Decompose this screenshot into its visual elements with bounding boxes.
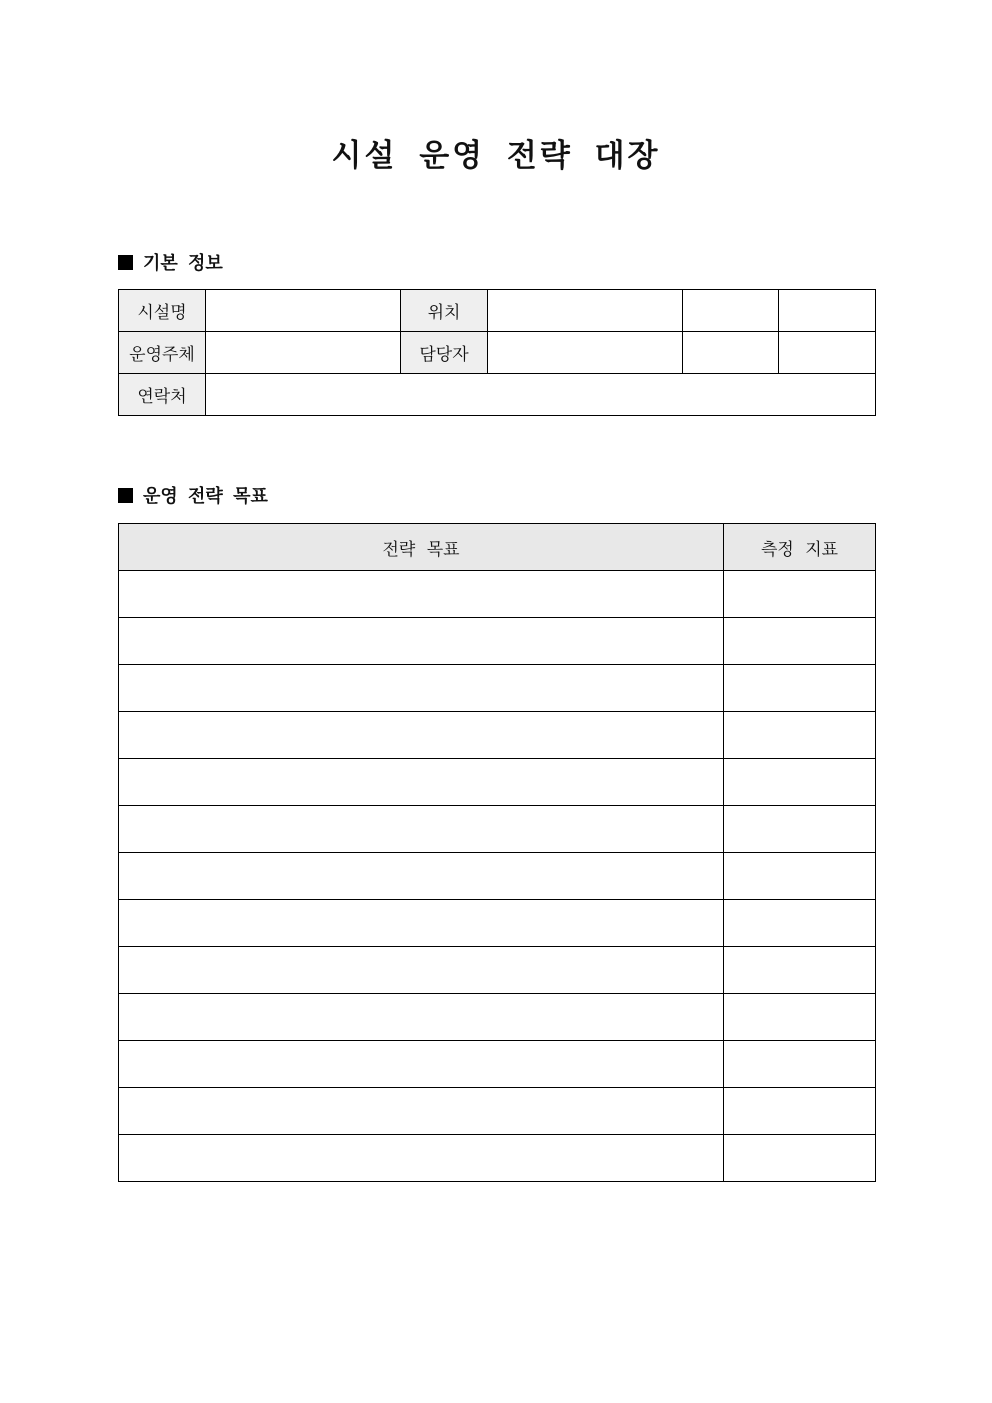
section-heading-basic-info xyxy=(118,252,223,276)
goal-cell[interactable] xyxy=(119,994,724,1041)
metric-cell[interactable] xyxy=(724,1135,876,1182)
metric-cell[interactable] xyxy=(724,900,876,947)
table-row xyxy=(119,1041,876,1088)
contact-label: 연락처 xyxy=(119,374,206,416)
goal-cell[interactable] xyxy=(119,1041,724,1088)
goal-cell[interactable] xyxy=(119,806,724,853)
table-row xyxy=(119,1135,876,1182)
table-row xyxy=(119,1088,876,1135)
metric-cell[interactable] xyxy=(724,618,876,665)
section-heading-label: 운영 전략 목표 xyxy=(143,486,268,507)
column-header-strategy-goal: 전략 목표 xyxy=(119,524,724,571)
goal-cell[interactable] xyxy=(119,571,724,618)
contact-field[interactable] xyxy=(206,374,876,416)
table-row xyxy=(119,332,876,374)
table-header-row xyxy=(119,524,876,571)
table-row xyxy=(119,994,876,1041)
goal-cell[interactable] xyxy=(119,759,724,806)
blank-cell[interactable] xyxy=(683,332,779,374)
manager-field[interactable] xyxy=(488,332,683,374)
table-row xyxy=(119,665,876,712)
column-header-metric: 측정 지표 xyxy=(724,524,876,571)
goal-cell[interactable] xyxy=(119,712,724,759)
table-row xyxy=(119,759,876,806)
section-heading-label: 기본 정보 xyxy=(143,253,223,274)
table-row xyxy=(119,806,876,853)
goal-cell[interactable] xyxy=(119,1135,724,1182)
table-row xyxy=(119,712,876,759)
basic-info-table xyxy=(118,289,876,416)
section-heading-strategy-goals xyxy=(118,485,268,509)
manager-label: 담당자 xyxy=(401,332,488,374)
metric-cell[interactable] xyxy=(724,571,876,618)
table-row xyxy=(119,571,876,618)
blank-cell[interactable] xyxy=(683,290,779,332)
facility-name-field[interactable] xyxy=(206,290,401,332)
goal-cell[interactable] xyxy=(119,618,724,665)
blank-cell[interactable] xyxy=(779,290,876,332)
operator-field[interactable] xyxy=(206,332,401,374)
goal-cell[interactable] xyxy=(119,665,724,712)
metric-cell[interactable] xyxy=(724,947,876,994)
metric-cell[interactable] xyxy=(724,994,876,1041)
goal-cell[interactable] xyxy=(119,947,724,994)
goal-cell[interactable] xyxy=(119,900,724,947)
metric-cell[interactable] xyxy=(724,712,876,759)
table-row xyxy=(119,290,876,332)
location-field[interactable] xyxy=(488,290,683,332)
metric-cell[interactable] xyxy=(724,1041,876,1088)
strategy-goals-table xyxy=(118,523,876,1182)
table-row xyxy=(119,947,876,994)
square-bullet-icon xyxy=(118,255,133,270)
table-row xyxy=(119,853,876,900)
table-row xyxy=(119,900,876,947)
table-row xyxy=(119,618,876,665)
metric-cell[interactable] xyxy=(724,665,876,712)
blank-cell[interactable] xyxy=(779,332,876,374)
metric-cell[interactable] xyxy=(724,1088,876,1135)
page-title: 시설 운영 전략 대장 xyxy=(331,138,661,174)
square-bullet-icon xyxy=(118,488,133,503)
operator-label: 운영주체 xyxy=(119,332,206,374)
goal-cell[interactable] xyxy=(119,1088,724,1135)
metric-cell[interactable] xyxy=(724,759,876,806)
facility-name-label: 시설명 xyxy=(119,290,206,332)
table-row xyxy=(119,374,876,416)
metric-cell[interactable] xyxy=(724,853,876,900)
goal-cell[interactable] xyxy=(119,853,724,900)
metric-cell[interactable] xyxy=(724,806,876,853)
location-label: 위치 xyxy=(401,290,488,332)
